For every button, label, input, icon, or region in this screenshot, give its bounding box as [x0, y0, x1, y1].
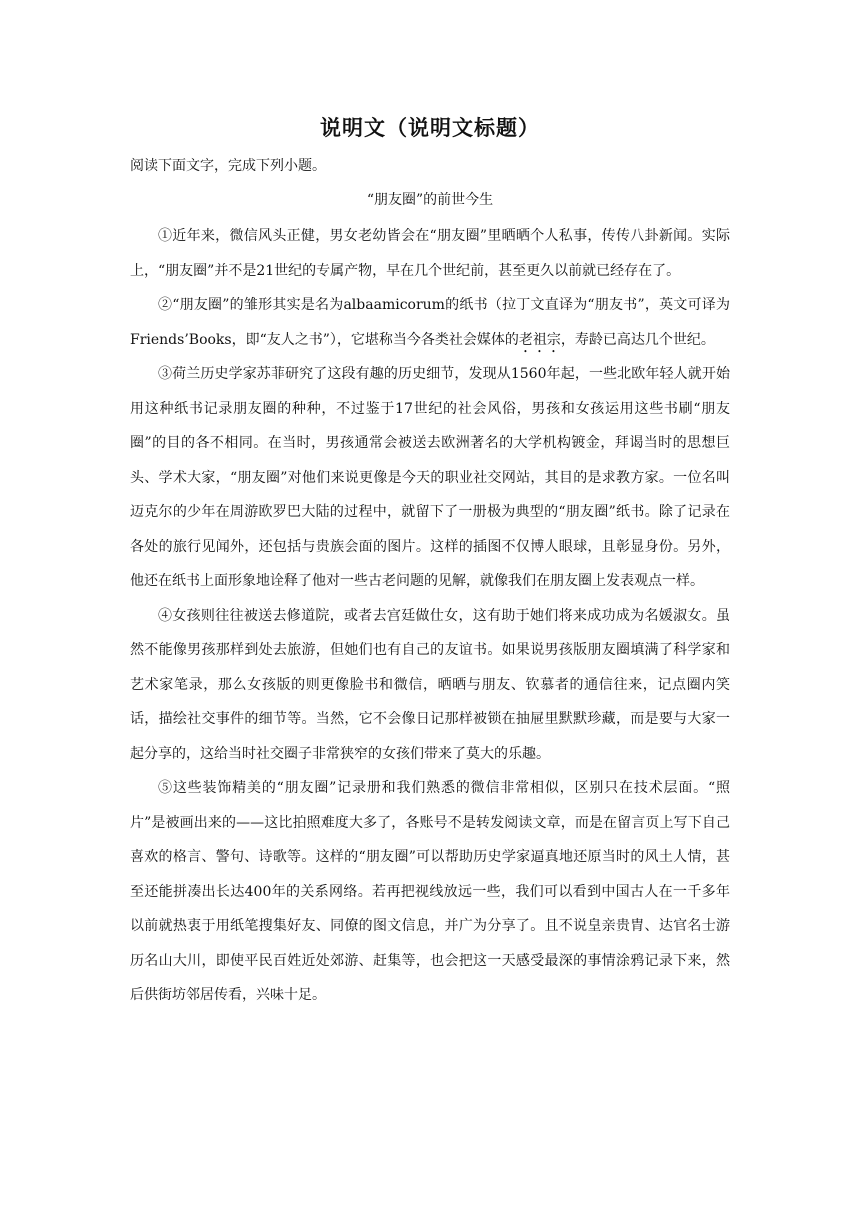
- paragraph-2-before: ②“朋友圈”的雏形其实是名为albaamicorum的纸书（拉丁文直译为“朋友书”，英文可译为Friends’Books，即“友人之书”），它堪称当今各类社会媒体的: [130, 297, 730, 348]
- paragraph-2: [130, 288, 730, 357]
- paragraph-4: ④女孩则往往被送去修道院，或者去宫廷做仕女，这有助于她们将来成功成为名媛淑女。虽然不能像男孩那样到处去旅游，但她们也有自己的友谊书。如果说男孩版朋友圈填满了科学家和艺术家笔录，那么女孩版的则更像脸书和微信，晒晒与朋友、钦慕者的通信往来，记点圈内笑话，描绘社交事件的细节等。当然，它不会像日记那样被锁在抽屉里默默珍藏，而是要与大家一起分享的，这给当时社交圈子非常狭窄的女孩们带来了莫大的乐趣。: [130, 607, 730, 762]
- paragraph-5: ⑤这些装饰精美的“朋友圈”记录册和我们熟悉的微信非常相似，区别只在技术层面。“照片”是被画出来的——这比拍照难度大多了，各账号不是转发阅读文章，而是在留言页上写下自己喜欢的格言、警句、诗歌等。这样的“朋友圈”可以帮助历史学家逼真地还原当时的风土人情，甚至还能拼凑出长达400年的关系网络。若再把视线放远一些，我们可以看到中国古人在一千多年以前就热衷于用纸笔搜集好友、同僚的图文信息，并广为分享了。且不说皇亲贵胄、达官名士游历名山大川，即使平民百姓近处郊游、赶集等，也会把这一天感受最深的事情涂鸦记录下来，然后供街坊邻居传看，兴味十足。: [130, 780, 730, 1003]
- emphasized-term: 老祖宗: [518, 331, 561, 348]
- document-title: 说明文（说明文标题）: [320, 116, 540, 140]
- article-title: “朋友圈”的前世今生: [366, 192, 494, 208]
- paragraph-3: ③荷兰历史学家苏菲研究了这段有趣的历史细节，发现从1560年起，一些北欧年轻人就开始用这种纸书记录朋友圈的种种，不过鉴于17世纪的社会风俗，男孩和女孩运用这些书刷“朋友圈”的目的各不相同。在当时，男孩通常会被送去欧洲著名的大学机构镀金，拜谒当时的思想巨头、学术大家，“朋友圈”对他们来说更像是今天的职业社交网站，其目的是求教方家。一位名叫迈克尔的少年在周游欧罗巴大陆的过程中，就留下了一册极为典型的“朋友圈”纸书。除了记录在各处的旅行见闻外，还包括与贵族会面的图片。这样的插图不仅博人眼球，且彰显身份。另外，他还在纸书上面形象地诠释了他对一些古老问题的见解，就像我们在朋友圈上发表观点一样。: [130, 366, 730, 589]
- paragraph-2-after: ，寿龄已高达几个世纪。: [560, 331, 715, 348]
- paragraph-1: ①近年来，微信风头正健，男女老幼皆会在“朋友圈”里晒晒个人私事，传传八卦新闻。实际上，“朋友圈”并不是21世纪的专属产物，早在几个世纪前，甚至更久以前就已经存在了。: [130, 228, 730, 279]
- article-body: [130, 219, 730, 1013]
- reading-instruction: 阅读下面文字，完成下列小题。: [130, 158, 326, 174]
